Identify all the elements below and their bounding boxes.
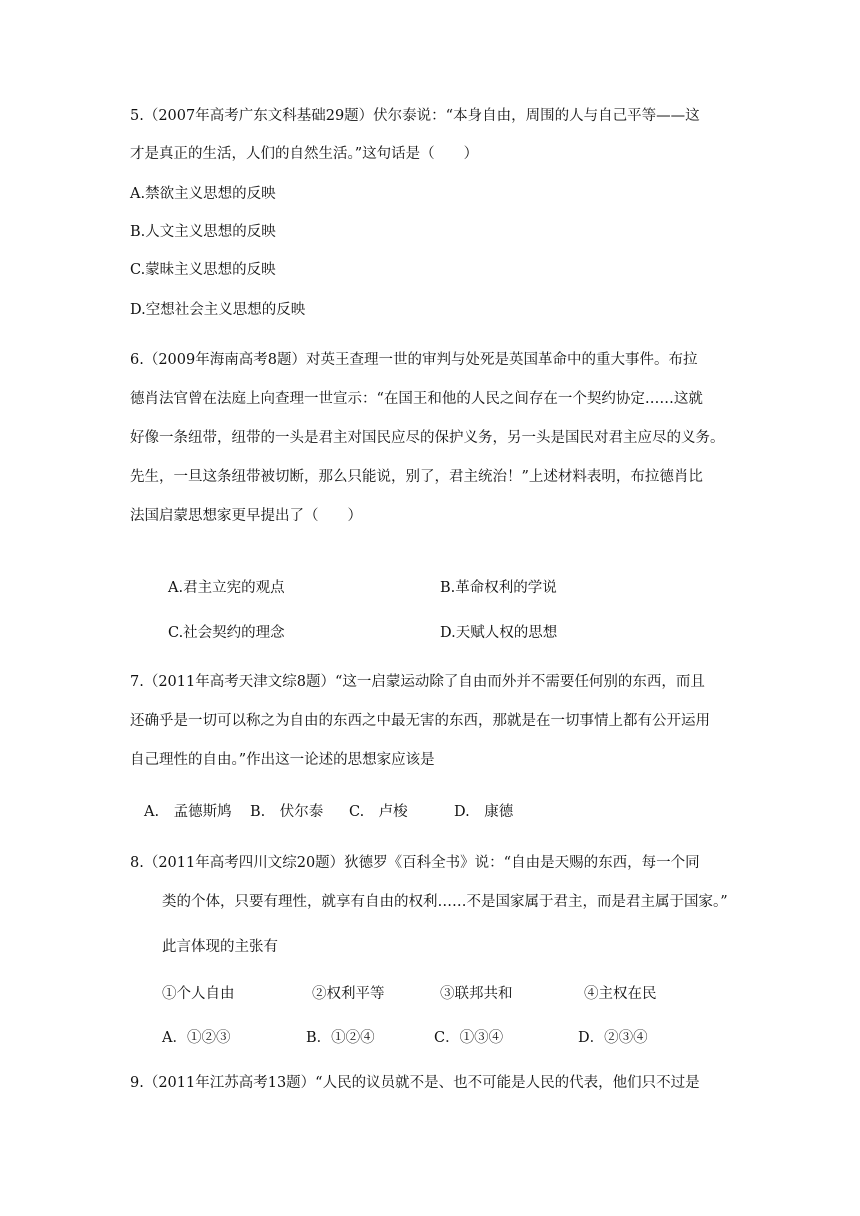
q8-stem-line-3: 此言体现的主张有 <box>162 939 278 955</box>
q8-option-d: D．②③④ <box>578 1030 648 1046</box>
q7-stem-line-1: 7.（2011年高考天津文综8题）“这一启蒙运动除了自由而外并不需要任何别的东西，而且 <box>130 674 705 690</box>
q5-stem-line-2: 才是真正的生活，人们的自然生活。”这句话是（ ） <box>130 146 479 162</box>
q5-option-b: B.人文主义思想的反映 <box>130 224 276 240</box>
q6-stem-line-3: 好像一条纽带，纽带的一头是君主对国民应尽的保护义务，另一头是国民对君主应尽的义务。 <box>130 430 725 446</box>
q8-stem-line-2: 类的个体，只要有理性，就享有自由的权利……不是国家属于君主，而是君主属于国家。” <box>162 894 728 910</box>
q5-stem-line-1: 5.（2007年高考广东文科基础29题）伏尔泰说：“本身自由，周围的人与自己平等——这 <box>130 108 700 124</box>
q7-stem-line-2: 还确乎是一切可以称之为自由的东西之中最无害的东西，那就是在一切事情上都有公开运用 <box>130 713 710 729</box>
q5-option-c: C.蒙昧主义思想的反映 <box>130 262 276 278</box>
q8-option-b: B．①②④ <box>306 1030 375 1046</box>
q6-stem-line-5: 法国启蒙思想家更早提出了（ ） <box>130 508 362 524</box>
q8-option-a: A．①②③ <box>162 1030 231 1046</box>
q7-option-c: C. 卢梭 <box>349 804 408 820</box>
q8-item-3: ③联邦共和 <box>440 986 513 1002</box>
q6-stem-line-4: 先生，一旦这条纽带被切断，那么只能说，别了，君主统治！”上述材料表明，布拉德肖比 <box>130 469 703 485</box>
q5-option-d: D.空想社会主义思想的反映 <box>130 302 306 318</box>
q7-option-b: B. 伏尔泰 <box>250 804 324 820</box>
q8-stem-line-1: 8.（2011年高考四川文综20题）狄德罗《百科全书》说：“自由是天赐的东西，每一个同 <box>130 855 700 871</box>
q9-stem-line-1: 9.（2011年江苏高考13题）“人民的议员就不是、也不可能是人民的代表，他们只不过是 <box>130 1075 700 1091</box>
q6-option-d: D.天赋人权的思想 <box>440 625 558 641</box>
q6-option-b: B.革命权利的学说 <box>440 580 557 596</box>
q7-stem-line-3: 自己理性的自由。”作出这一论述的思想家应该是 <box>130 752 435 768</box>
q8-item-1: ①个人自由 <box>162 986 235 1002</box>
q6-option-a: A.君主立宪的观点 <box>168 580 285 596</box>
q6-stem-line-1: 6.（2009年海南高考8题）对英王查理一世的审判与处死是英国革命中的重大事件。布拉 <box>130 352 698 368</box>
q7-option-a: A. 孟德斯鸠 <box>144 804 232 820</box>
q5-option-a: A.禁欲主义思想的反映 <box>130 186 276 202</box>
q8-item-2: ②权利平等 <box>312 986 385 1002</box>
q6-stem-line-2: 德肖法官曾在法庭上向查理一世宣示：“在国王和他的人民之间存在一个契约协定……这就 <box>130 391 703 407</box>
q7-option-d: D. 康德 <box>454 804 514 820</box>
q8-item-4: ④主权在民 <box>584 986 657 1002</box>
q8-option-c: C．①③④ <box>434 1030 504 1046</box>
q6-option-c: C.社会契约的理念 <box>168 625 285 641</box>
